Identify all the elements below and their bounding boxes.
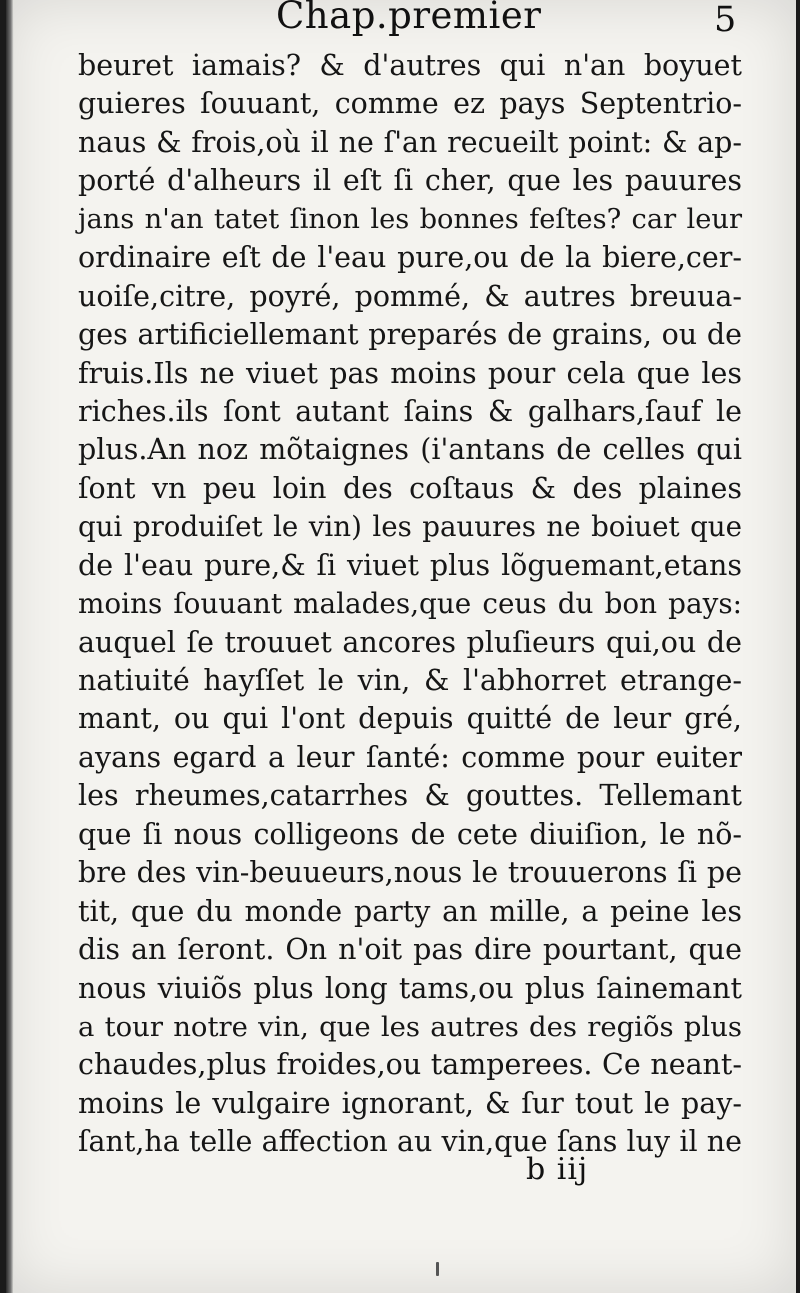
text-line: naus & frois,où il ne ſ'an recueilt point: & ap- <box>78 125 742 159</box>
text-line: guieres ſouuant, comme ez pays Septentrio- <box>78 87 742 121</box>
text-line: ſont vn peu loin des coſtaus & des plaines <box>78 471 742 505</box>
text-line: de l'eau pure,& ſi viuet plus lõguemant,etans <box>78 548 742 582</box>
text-line: ordinaire eſt de l'eau pure,ou de la biere,cer- <box>78 241 742 275</box>
text-line: ſant,ha telle affection au vin,que ſans luy il ne <box>78 1125 742 1159</box>
text-line: fruis.Ils ne viuet pas moins pour cela que les <box>78 356 742 390</box>
text-line: jans n'an tatet ſinon les bonnes feſtes? car leur <box>78 203 742 235</box>
text-line: a tour notre vin, que les autres des regiõs plus <box>78 1010 742 1043</box>
signature-mark: b iij <box>526 1152 589 1187</box>
text-line: ayans egard a leur ſanté: comme pour euiter <box>78 740 742 774</box>
running-head: Chap.premier <box>276 0 542 37</box>
text-line: les rheumes,catarrhes & gouttes. Tellemant <box>78 779 742 813</box>
text-line: plus.An noz mõtaignes (i'antans de celles qui <box>78 433 742 467</box>
text-line: dis an ſeront. On n'oit pas dire pourtant, que <box>78 933 742 967</box>
text-line: qui produiſet le vin) les pauures ne boiuet que <box>78 510 742 544</box>
text-line: natiuité hayſſet le vin, & l'abhorret etrange- <box>78 664 742 697</box>
page-header <box>6 0 796 42</box>
page-number: 5 <box>714 0 737 40</box>
body-text <box>78 47 742 1162</box>
text-line: porté d'alheurs il eſt ſi cher, que les pauures <box>78 164 742 198</box>
text-line: mant, ou qui l'ont depuis quitté de leur gré, <box>78 702 742 736</box>
text-line: riches.ils ſont autant ſains & galhars,ſauf le <box>78 394 742 428</box>
text-line: nous viuiõs plus long tams,ou plus ſainemant <box>78 971 742 1005</box>
text-line: auquel ſe trouuet ancores pluſieurs qui,ou de <box>78 625 742 659</box>
text-line: beuret iamais? & d'autres qui n'an boyuet <box>78 49 742 82</box>
page-gutter-shadow <box>6 0 14 1293</box>
text-line: tit, que du monde party an mille, a peine les <box>78 894 742 928</box>
text-line: chaudes,plus froides,ou tamperees. Ce neant- <box>78 1048 742 1082</box>
text-line: que ſi nous colligeons de cete diuiſion, le nõ- <box>78 817 742 851</box>
text-line: uoiſe,citre, poyré, pommé, & autres breuua- <box>78 279 742 313</box>
print-speck <box>436 1262 439 1276</box>
text-line: moins ſouuant malades,que ceus du bon pays: <box>78 587 742 621</box>
book-page <box>6 0 796 1293</box>
text-line: ges artificiellemant preparés de grains, ou de <box>78 318 742 352</box>
text-line: bre des vin-beuueurs,nous le trouuerons ſi pe <box>78 856 742 890</box>
text-line: moins le vulgaire ignorant, & ſur tout le pay- <box>78 1086 742 1120</box>
